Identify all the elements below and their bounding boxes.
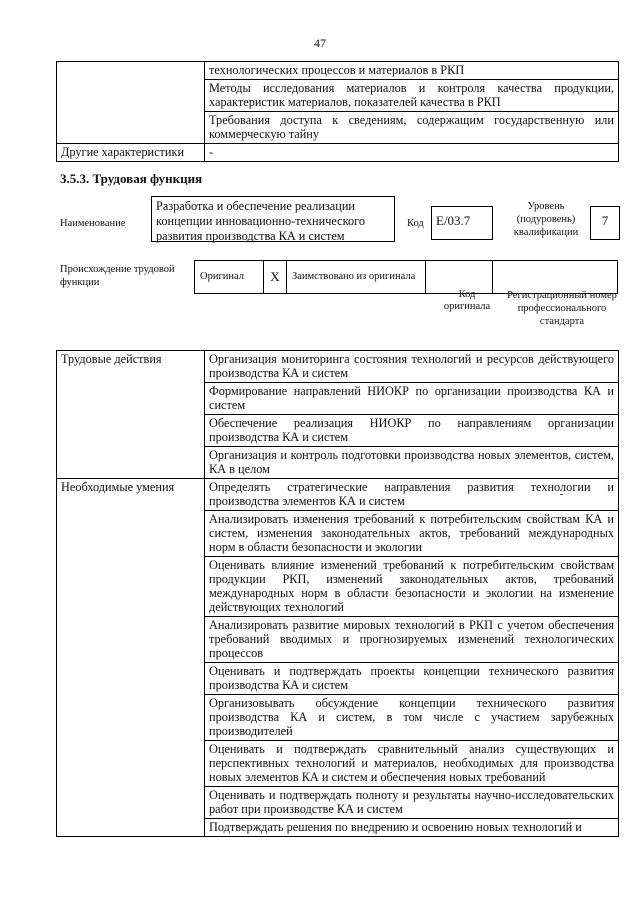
original-mark: X — [264, 261, 287, 294]
origin-label: Происхождение трудовой функции — [60, 264, 175, 288]
group-label: Необходимые умения — [57, 479, 205, 837]
function-name-box: Разработка и обеспечение реализации концепции инновационно-технического развития производства КА и систем — [151, 196, 395, 242]
top-characteristics-table — [56, 61, 619, 162]
code-label: Код — [407, 218, 424, 229]
name-label: Наименование — [60, 218, 126, 229]
registration-number-caption: Регистрационный номер профессионального стандарта — [507, 290, 617, 327]
table-cell: Организация и контроль подготовки производства новых элементов, систем, КА в целом — [205, 447, 619, 479]
table-cell: технологических процессов и материалов в РКП — [205, 62, 619, 80]
table-cell: Оценивать и подтверждать сравнительный анализ существующих и перспективных технологий и материалов, необходимых для производства новых элементов КА и систем и обеспечения новых требований — [205, 741, 619, 787]
borrowed-label: Заимствовано из оригинала — [287, 261, 426, 294]
table-cell: Требования доступа к сведениям, содержащим государственную или коммерческую тайну — [205, 112, 619, 144]
group-label: Трудовые действия — [57, 351, 205, 479]
row-label: Другие характеристики — [57, 144, 205, 162]
function-code-box: E/03.7 — [431, 206, 493, 240]
table-cell: - — [205, 144, 619, 162]
table-cell: Анализировать изменения требований к потребительским свойствам КА и систем, изменения законодательных актов, требований международных норм в области безопасности и экологии — [205, 511, 619, 557]
table-cell: Анализировать развитие мировых технологий в РКП с учетом обеспечения требований вводимых и прогнозируемых изменений технологических процессов — [205, 617, 619, 663]
original-label: Оригинал — [195, 261, 264, 294]
table-cell: Оценивать и подтверждать проекты концепции технического развития производства КА и систем — [205, 663, 619, 695]
table-cell: Организовывать обсуждение концепции технического развития производства КА и систем, в том числе с участием зарубежных производителей — [205, 695, 619, 741]
page-number: 47 — [314, 36, 326, 50]
table-cell: Методы исследования материалов и контроля качества продукции, характеристик материалов, показателей качества в РКП — [205, 80, 619, 112]
row-label — [57, 62, 205, 144]
qualification-level-label: Уровень (подуровень) квалификации — [513, 201, 579, 238]
table-cell: Оценивать влияние изменений требований к потребительским свойствам продукции РКП, изменений законодательных актов, требований международных норм в области безопасности и экологии на изменение действующих технологий — [205, 557, 619, 617]
table-cell: Определять стратегические направления развития технологии и производства элементов КА и систем — [205, 479, 619, 511]
section-heading: 3.5.3. Трудовая функция — [60, 171, 203, 186]
table-row — [57, 144, 619, 162]
table-row — [57, 62, 619, 80]
table-cell: Обеспечение реализация НИОКР по направлениям организации производства КА и систем — [205, 415, 619, 447]
original-code-caption: Код оригинала — [443, 289, 491, 312]
table-row — [57, 479, 619, 511]
qualification-level-box: 7 — [590, 206, 620, 240]
table-cell: Формирование направлений НИОКР по организации производства КА и систем — [205, 383, 619, 415]
table-cell: Подтверждать решения по внедрению и освоению новых технологий и — [205, 819, 619, 837]
table-row — [57, 351, 619, 383]
table-cell: Оценивать и подтверждать полноту и результаты научно-исследовательских работ при производстве КА и систем — [205, 787, 619, 819]
scan-mark — [560, 494, 563, 495]
labor-function-table — [56, 350, 619, 837]
table-cell: Организация мониторинга состояния технологий и ресурсов действующего производства КА и систем — [205, 351, 619, 383]
